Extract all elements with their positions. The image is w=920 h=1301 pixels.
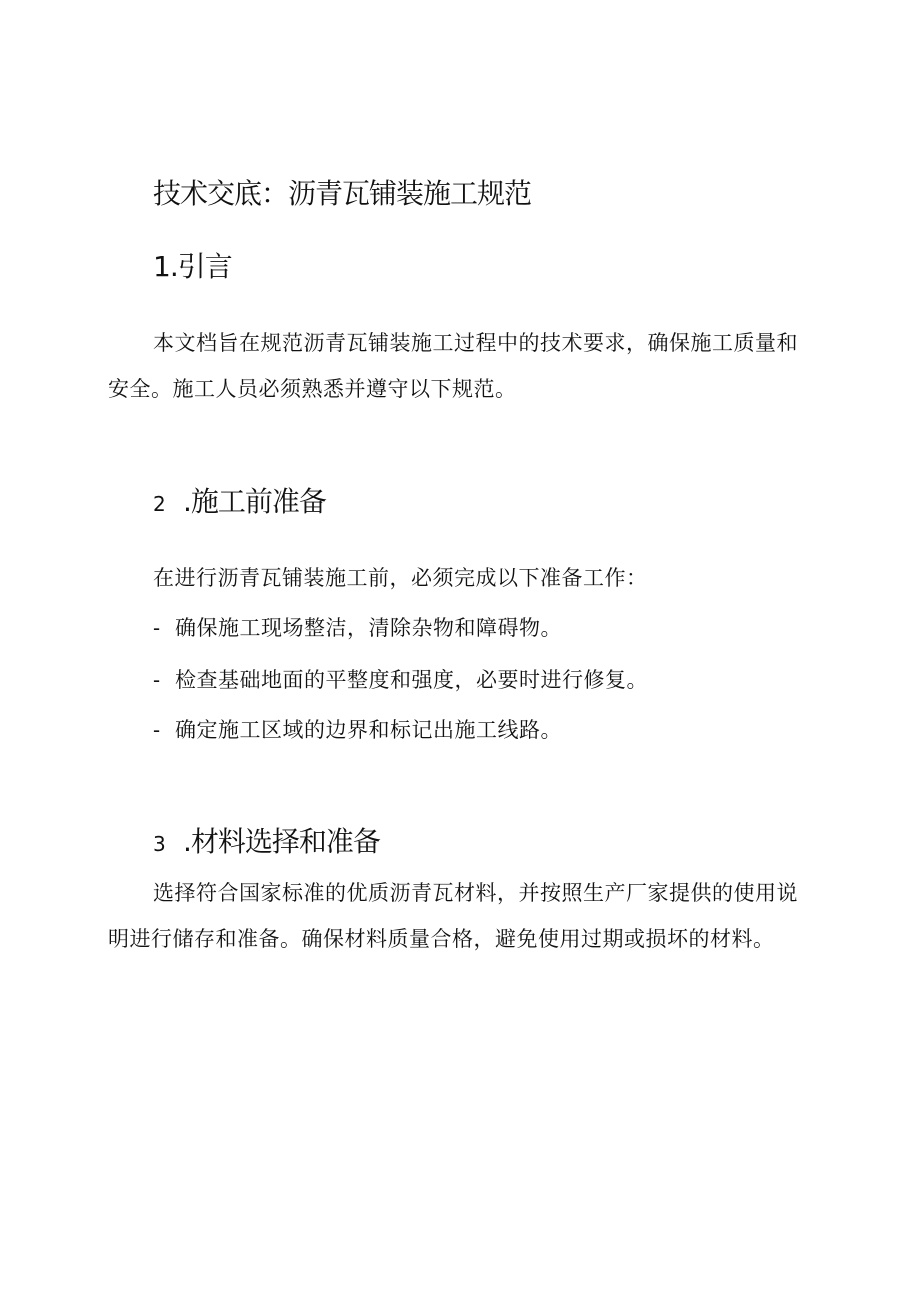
list-item [153,657,648,703]
section-2-intro: 在进行沥青瓦铺装施工前，必须完成以下准备工作： [153,566,648,590]
bullet-dash: - [153,668,161,692]
list-item [153,707,562,753]
section-1-title: 引言 [177,250,232,283]
document-title: 技术交底：沥青瓦铺装施工规范 [153,177,532,210]
section-2-title: .施工前准备 [183,485,326,518]
section-3-paragraph: 选择符合国家标准的优质沥青瓦材料，并按照生产厂家提供的使用说明进行储存和准备。确保材料质量合格，避免使用过期或损坏的材料。 [108,881,798,951]
section-1-paragraph: 本文档旨在规范沥青瓦铺装施工过程中的技术要求，确保施工质量和安全。施工人员必须熟悉并遵守以下规范。 [108,331,798,401]
bullet-dash: - [153,616,161,640]
section-3-number: 3 [153,832,165,856]
section-3-heading [153,820,380,866]
list-item-text: 确保施工现场整洁，清除杂物和障碍物。 [175,616,562,640]
section-1-heading [153,245,232,289]
section-1-number: 1. [153,250,178,283]
bullet-dash: - [153,718,161,742]
list-item [153,605,562,651]
list-item-text: 确定施工区域的边界和标记出施工线路。 [175,718,562,742]
list-item-text: 检查基础地面的平整度和强度，必要时进行修复。 [175,668,648,692]
section-2-heading [153,480,326,526]
section-3-title: .材料选择和准备 [183,825,380,858]
section-2-number: 2 [153,492,165,516]
